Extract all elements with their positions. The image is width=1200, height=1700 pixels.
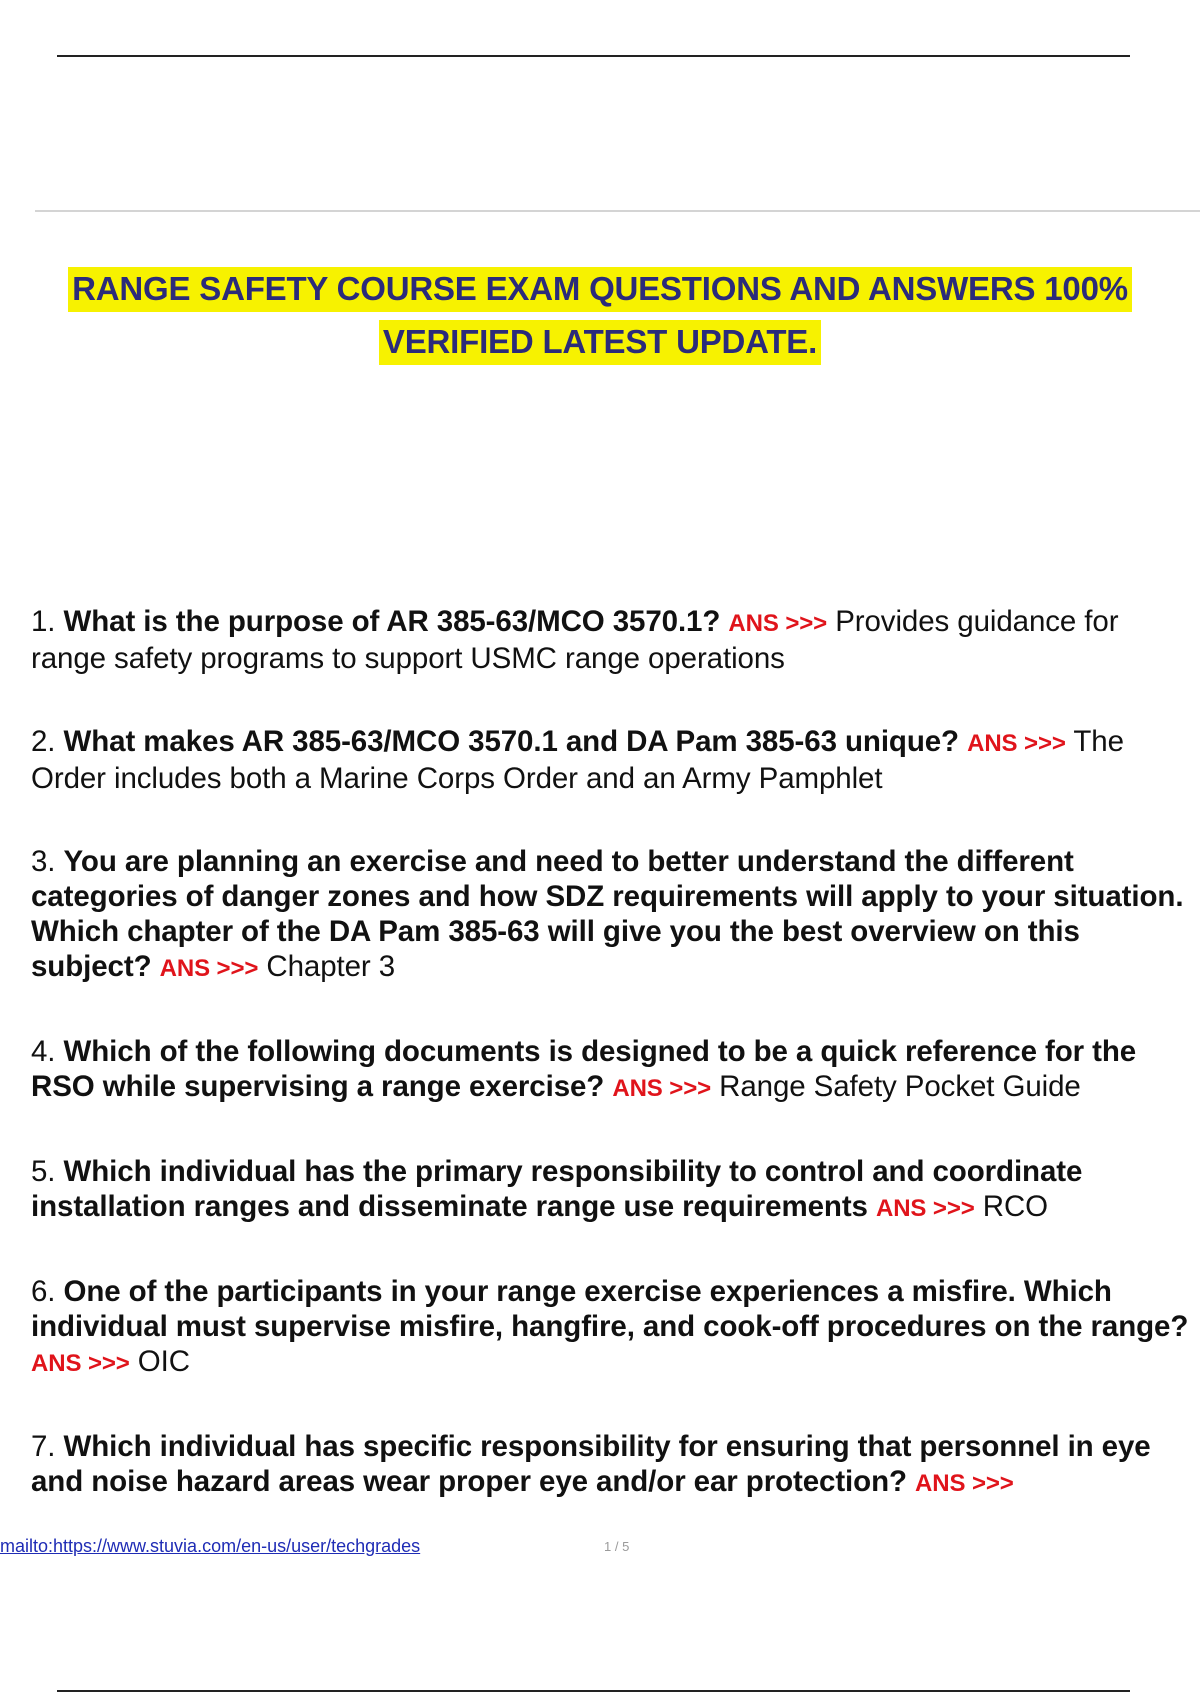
answer-marker: ANS >>> (31, 1350, 130, 1377)
qa-item-2 (31, 724, 1196, 796)
header-divider (35, 210, 1200, 212)
qa-question: Which of the following documents is designed to be a quick reference for the RSO while supervising a range exercise? (31, 1035, 1137, 1103)
qa-list (31, 604, 1196, 1549)
answer-marker: ANS >>> (728, 610, 828, 637)
qa-number: 4. (31, 1035, 56, 1068)
qa-answer: The Order includes both a Marine Corps Order and an Army Pamphlet (31, 725, 1124, 795)
top-divider (57, 55, 1130, 57)
qa-item-7 (31, 1429, 1196, 1501)
title-line-1: RANGE SAFETY COURSE EXAM QUESTIONS AND ANSWERS 100% (68, 267, 1132, 312)
qa-item-6 (31, 1274, 1196, 1381)
qa-number: 7. (31, 1430, 56, 1463)
qa-answer: RCO (982, 1190, 1049, 1223)
qa-item-5 (31, 1154, 1196, 1226)
qa-item-3 (31, 844, 1196, 986)
qa-number: 3. (31, 845, 56, 878)
qa-answer: Range Safety Pocket Guide (719, 1070, 1081, 1103)
qa-item-1 (31, 604, 1196, 676)
answer-marker: ANS >>> (159, 955, 259, 982)
answer-marker: ANS >>> (915, 1470, 1014, 1497)
qa-question: Which individual has specific responsibility for ensuring that personnel in eye and noise hazard areas wear proper eye and/or ear protection? (31, 1430, 1151, 1498)
answer-marker: ANS >>> (875, 1195, 975, 1222)
qa-number: 5. (31, 1155, 56, 1188)
answer-marker: ANS >>> (967, 730, 1066, 757)
stuvia-profile-link[interactable]: mailto:https://www.stuvia.com/en-us/user/techgrades (0, 1536, 421, 1556)
qa-item-4 (31, 1034, 1196, 1106)
qa-answer: Provides guidance for range safety programs to support USMC range operations (31, 605, 1119, 675)
title-line-2: VERIFIED LATEST UPDATE. (379, 320, 821, 365)
qa-number: 2. (31, 725, 56, 758)
answer-marker: ANS >>> (612, 1075, 712, 1102)
qa-question: What makes AR 385-63/MCO 3570.1 and DA Pam 385-63 unique? (63, 725, 959, 758)
page-indicator: 1 / 5 (604, 1539, 630, 1554)
qa-number: 1. (31, 605, 56, 638)
qa-question: Which individual has the primary responsibility to control and coordinate installation ranges and disseminate range use requirements (31, 1155, 1083, 1223)
bottom-divider (57, 1690, 1130, 1692)
qa-question: You are planning an exercise and need to better understand the different categories of danger zones and how SDZ requirements will apply to your situation. Which chapter of the DA Pam 385-63 will give you the best overview on this subject? (31, 845, 1184, 983)
document-title (0, 262, 1200, 368)
qa-question: One of the participants in your range exercise experiences a misfire. Which individual must supervise misfire, hangfire, and cook-off procedures on the range? (31, 1275, 1189, 1343)
qa-answer: OIC (137, 1345, 190, 1378)
qa-question: What is the purpose of AR 385-63/MCO 3570.1? (63, 605, 721, 638)
qa-number: 6. (31, 1275, 56, 1308)
qa-answer: Chapter 3 (266, 950, 396, 983)
